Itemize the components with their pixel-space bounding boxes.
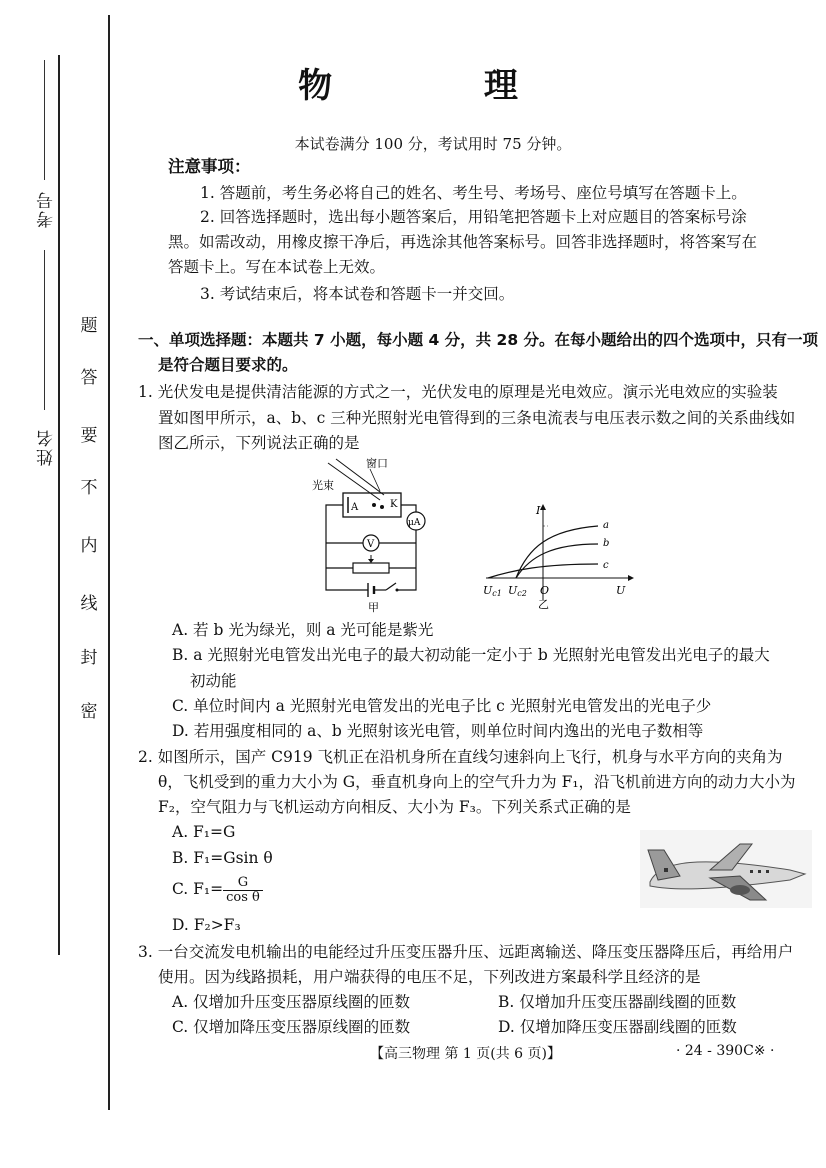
notice-item-1: 1. 答题前，考生务必将自己的姓名、考生号、考场号、座位号填写在答题卡上。 [200,184,747,202]
section-heading: 一、单项选择题：本题共 7 小题，每小题 4 分，共 28 分。在每小题给出的四个选项中，只有一项 [138,331,819,349]
q1-option-a: A. 若 b 光为绿光，则 a 光可能是紫光 [172,621,434,639]
svg-text:Uc1 [483,584,502,598]
seal-char: 内 [80,536,98,556]
fraction-numerator: G [223,876,263,891]
q1-stem: 图乙所示，下列说法正确的是 [158,434,360,452]
iu-graph-yi [478,500,638,610]
q1-option-d: D. 若用强度相同的 a、b 光照射该光电管，则单位时间内逸出的光电子数相等 [172,722,704,740]
notice-item-2-cont: 答题卡上。写在本试卷上无效。 [168,258,386,276]
microammeter-label: μA [408,518,421,528]
q3-option-b: B. 仅增加升压变压器副线圈的匝数 [498,993,737,1011]
svg-text:Uc2 [508,584,527,598]
q2-stem: F₂，空气阻力与飞机运动方向相反、大小为 F₃。下列关系式正确的是 [158,798,631,816]
xingming-blank [44,250,45,410]
notice-item-3: 3. 考试结束后，将本试卷和答题卡一并交回。 [200,285,515,303]
curve-a [516,526,598,578]
xingming-label: 姓名 [37,428,57,466]
notice-heading: 注意事项： [168,157,251,176]
cathode-label: K [390,499,398,510]
beam-label: 光束 [312,479,334,492]
notice-item-2: 2. 回答选择题时，选出每小题答案后，用铅笔把答题卡上对应题目的答案标号涂 [200,208,747,226]
q3-stem: 使用。因为线路损耗，用户端获得的电压不足，下列改进方案最科学且经济的是 [158,968,701,986]
figure-caption-yi: 乙 [538,598,549,610]
curve-b [516,544,598,578]
seal-char: 答 [80,368,98,388]
q2-option-b: B. F₁=Gsin θ [172,849,273,867]
uc2-label: U [508,584,518,597]
axis-label-i: I [536,504,541,517]
seal-char: 封 [80,648,98,668]
curve-label-a: a [603,520,609,531]
curve-label-c: c [603,560,609,571]
seal-char: 不 [80,478,98,498]
seal-char: 密 [80,702,98,722]
seal-char: 线 [80,594,98,614]
kaohao-label: 考号 [37,190,57,228]
exam-code: · 24 - 390C※ · [676,1043,775,1059]
anode-label: A [351,502,359,513]
seal-char: 题 [80,316,98,336]
q1-option-b: B. a 光照射光电管发出光电子的最大初动能一定小于 b 光照射光电管发出光电子的最大 [172,646,770,664]
circuit-figure-jia [308,455,438,615]
exam-info: 本试卷满分 100 分，考试用时 75 分钟。 [294,135,572,153]
q3-option-c: C. 仅增加降压变压器原线圈的匝数 [172,1018,411,1036]
q1-stem: 置如图甲所示，a、b、c 三种光照射光电管得到的三条电流表与电压表示数之间的关系曲线如 [158,409,796,427]
uc1-sub: c1 [492,589,502,598]
page-title: 物 理 [298,66,588,106]
q1-option-b-cont: 初动能 [190,672,237,690]
q1-option-c: C. 单位时间内 a 光照射光电管发出的光电子比 c 光照射光电管发出的光电子少 [172,697,712,715]
q3-option-d: D. 仅增加降压变压器副线圈的匝数 [498,1018,737,1036]
section-heading-cont: 是符合题目要求的。 [158,356,298,374]
seal-char: 要 [80,426,98,446]
notice-item-2-cont: 黑。如需改动，用橡皮擦干净后，再选涂其他答案标号。回答非选择题时，将答案写在 [168,233,758,251]
origin-label: O [540,584,550,597]
q2-option-c-prefix: C. F₁= [172,880,224,898]
figure-caption-jia: 甲 [368,601,379,614]
uc1-label: U [483,584,493,597]
page-footer: 【高三物理 第 1 页(共 6 页)】 [370,1046,561,1062]
q2-option-a: A. F₁=G [172,823,236,841]
window-label: 窗口 [366,457,388,470]
curve-label-b: b [603,538,610,549]
q2-stem: θ，飞机受到的重力大小为 G，垂直机身向上的空气升力为 F₁，沿飞机前进方向的动力大小为 [158,773,796,791]
fraction [223,876,263,905]
q3-option-a: A. 仅增加升压变压器原线圈的匝数 [172,993,411,1011]
binding-line-inner [108,15,110,1110]
uc2-sub: c2 [517,589,527,598]
airplane-photo [640,830,812,908]
q3-stem: 3. 一台交流发电机输出的电能经过升压变压器升压、远距离输送、降压变压器降压后，再给用户 [138,943,794,961]
voltmeter-label: V [367,539,375,550]
axis-label-u: U [616,584,626,597]
q2-option-c [172,872,263,906]
q2-stem: 2. 如图所示，国产 C919 飞机正在沿机身所在直线匀速斜向上飞行，机身与水平方向的夹角为 [138,748,783,766]
q2-option-d: D. F₂>F₃ [172,916,241,934]
q1-stem: 1. 光伏发电是提供清洁能源的方式之一，光伏发电的原理是光电效应。演示光电效应的实验装 [138,383,778,401]
fraction-denominator: cos θ [226,889,260,905]
